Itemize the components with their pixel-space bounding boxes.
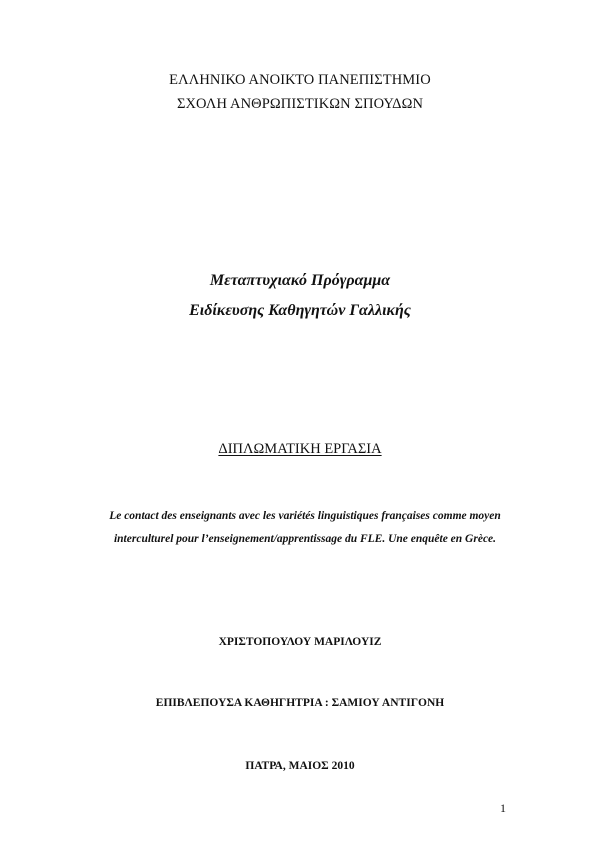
thesis-title: Le contact des enseignants avec les variétés linguistiques françaises comme moyen interculturel pour l’enseignement/apprentissage du FLE. Une enquête en Grèce. <box>109 510 501 545</box>
place-date: ΠΑΤΡΑ, ΜΑΙΟΣ 2010 <box>245 760 355 772</box>
program-line-1: Μεταπτυχιακό Πρόγραμμα <box>209 272 391 289</box>
university-name: ΕΛΛΗΝΙΚΟ ΑΝΟΙΚΤΟ ΠΑΝΕΠΙΣΤΗΜΙΟ <box>169 72 431 88</box>
school-name: ΣΧΟΛΗ ΑΝΘΡΩΠΙΣΤΙΚΩΝ ΣΠΟΥΔΩΝ <box>176 96 424 112</box>
page-number: 1 <box>500 801 506 815</box>
supervisor: ΕΠΙΒΛΕΠΟΥΣΑ ΚΑΘΗΓΗΤΡΙΑ : ΣΑΜΙΟΥ ΑΝΤΙΓΟΝΗ <box>155 697 445 709</box>
document-type: ΔΙΠΛΩΜΑΤΙΚΗ ΕΡΓΑΣΙΑ <box>218 441 382 457</box>
program-line-2: Ειδίκευσης Καθηγητών Γαλλικής <box>189 302 411 319</box>
author-name: ΧΡΙΣΤΟΠΟΥΛΟΥ ΜΑΡΙΛΟΥΙΖ <box>218 636 382 648</box>
